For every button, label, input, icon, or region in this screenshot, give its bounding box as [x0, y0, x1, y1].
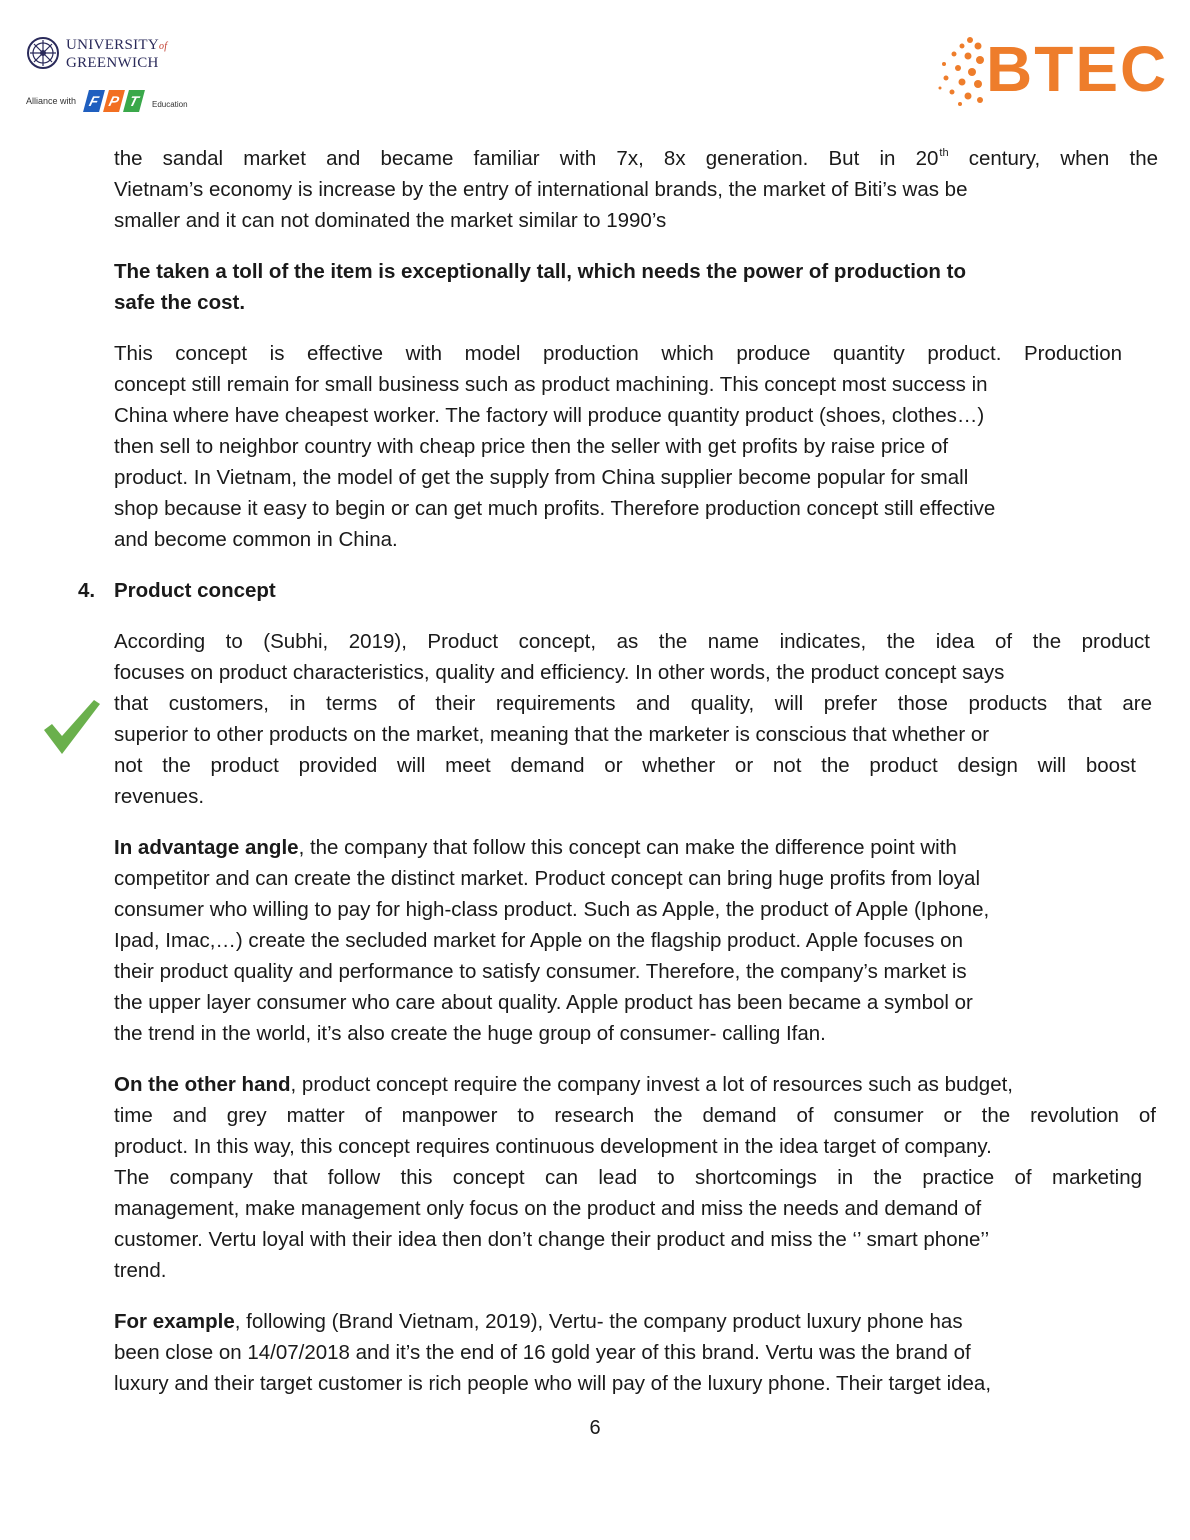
text-line	[114, 1069, 1158, 1100]
text-line: product. In Vietnam, the model of get the supply from China supplier become popular for small	[114, 466, 969, 489]
lead-bold: In advantage angle	[114, 836, 299, 859]
text-line: their product quality and performance to satisfy consumer. Therefore, the company’s market is	[114, 960, 967, 983]
paragraph-biti-market	[114, 138, 1158, 236]
page-number: 6	[589, 1417, 601, 1439]
text-line	[114, 1306, 1158, 1337]
text-line: that customers, in terms of their requirements and quality, will prefer those products that are	[114, 692, 1152, 715]
text-line: The company that follow this concept can lead to shortcomings in the practice of marketing	[114, 1166, 1142, 1189]
paragraph-production-concept	[114, 338, 1158, 555]
text-run: , following (Brand Vietnam, 2019), Vertu- the company product luxury phone has	[234, 1310, 963, 1333]
university-line-2: GREENWICH	[66, 55, 159, 71]
lead-bold: On the other hand	[114, 1073, 291, 1096]
paragraph-example	[114, 1306, 1158, 1399]
text-line: product. In this way, this concept requires continuous development in the idea target of company.	[114, 1135, 992, 1158]
text-run: , product concept require the company invest a lot of resources such as budget,	[290, 1073, 1013, 1096]
fpt-tile-f: F	[83, 90, 105, 112]
text-run: , the company that follow this concept can make the difference point with	[298, 836, 957, 859]
heading-number: 4.	[78, 579, 96, 602]
text-line: This concept is effective with model production which produce quantity product. Production	[114, 342, 1122, 365]
superscript-th: th	[939, 147, 949, 159]
text-line: focuses on product characteristics, quality and efficiency. In other words, the product concept says	[114, 661, 1005, 684]
text-line: consumer who willing to pay for high-class product. Such as Apple, the product of Apple (Iphone,	[114, 898, 990, 921]
bold-statement	[114, 256, 1158, 318]
text-line: management, make management only focus on the product and miss the needs and demand of	[114, 1197, 982, 1220]
text-line	[114, 832, 1158, 863]
text-line: luxury and their target customer is rich people who will pay of the luxury phone. Their target idea,	[114, 1372, 992, 1395]
text-line: been close on 14/07/2018 and it’s the end of 16 gold year of this brand. Vertu was the brand of	[114, 1341, 971, 1364]
text-line: The taken a toll of the item is exceptionally tall, which needs the power of production to	[114, 260, 967, 283]
paragraph-disadvantage	[114, 1069, 1158, 1286]
alliance-label: Alliance with	[26, 96, 77, 106]
lead-bold: For example	[114, 1310, 235, 1333]
text-line: revenues.	[114, 785, 205, 808]
btec-logo	[934, 32, 1170, 110]
text-line: superior to other products on the market, meaning that the marketer is conscious that whether or	[114, 723, 990, 746]
fpt-education-logo	[26, 86, 196, 116]
fpt-tile-t: T	[123, 90, 145, 112]
text-line: Ipad, Imac,…) create the secluded market for Apple on the flagship product. Apple focuses on	[114, 929, 963, 952]
checkmark-icon	[40, 696, 100, 756]
text-line	[114, 138, 1158, 174]
paragraph-advantage	[114, 832, 1158, 1049]
university-of: of	[159, 41, 168, 52]
text-line: China where have cheapest worker. The factory will produce quantity product (shoes, clothes…)	[114, 404, 985, 427]
text-line: competitor and can create the distinct market. Product concept can bring huge profits from loyal	[114, 867, 980, 890]
university-wordmark	[66, 37, 167, 71]
btec-wordmark: BTEC	[986, 33, 1169, 105]
text-line: concept still remain for small business such as product machining. This concept most success in	[114, 373, 988, 396]
university-line-1: UNIVERSITY	[66, 37, 159, 53]
btec-dots-icon	[934, 32, 986, 110]
text-line: then sell to neighbor country with cheap price then the seller with get profits by raise price of	[114, 435, 949, 458]
text-line: shop because it easy to begin or can get much profits. Therefore production concept still effective	[114, 497, 996, 520]
heading-title: Product concept	[114, 579, 276, 602]
text-line: trend.	[114, 1259, 167, 1282]
text-line: and become common in China.	[114, 528, 398, 551]
text-line: the trend in the world, it’s also create the huge group of consumer- calling Ifan.	[114, 1022, 826, 1045]
text-run: century, when the	[948, 147, 1158, 170]
section-heading	[78, 575, 1158, 606]
text-line: not the product provided will meet demand or whether or not the product design will boost	[114, 754, 1136, 777]
education-label: Education	[152, 100, 188, 109]
text-line: According to (Subhi, 2019), Product concept, as the name indicates, the idea of the product	[114, 630, 1150, 653]
text-line: the upper layer consumer who care about quality. Apple product has been became a symbol or	[114, 991, 973, 1014]
text-run: the sandal market and became familiar with 7x, 8x generation. But in 20	[114, 147, 939, 170]
university-seal-icon	[26, 36, 60, 70]
text-line: Vietnam’s economy is increase by the entry of international brands, the market of Biti’s was be	[114, 178, 968, 201]
text-line: customer. Vertu loyal with their idea then don’t change their product and miss the ‘’ smart phone’’	[114, 1228, 990, 1251]
document-body	[78, 138, 1158, 1419]
text-line: smaller and it can not dominated the market similar to 1990’s	[114, 209, 667, 232]
text-line: time and grey matter of manpower to research the demand of consumer or the revolution of	[114, 1104, 1156, 1127]
text-line: safe the cost.	[114, 291, 246, 314]
university-of-greenwich-logo	[26, 34, 186, 74]
paragraph-product-concept-definition	[114, 626, 1158, 812]
fpt-tile-p: P	[103, 90, 125, 112]
